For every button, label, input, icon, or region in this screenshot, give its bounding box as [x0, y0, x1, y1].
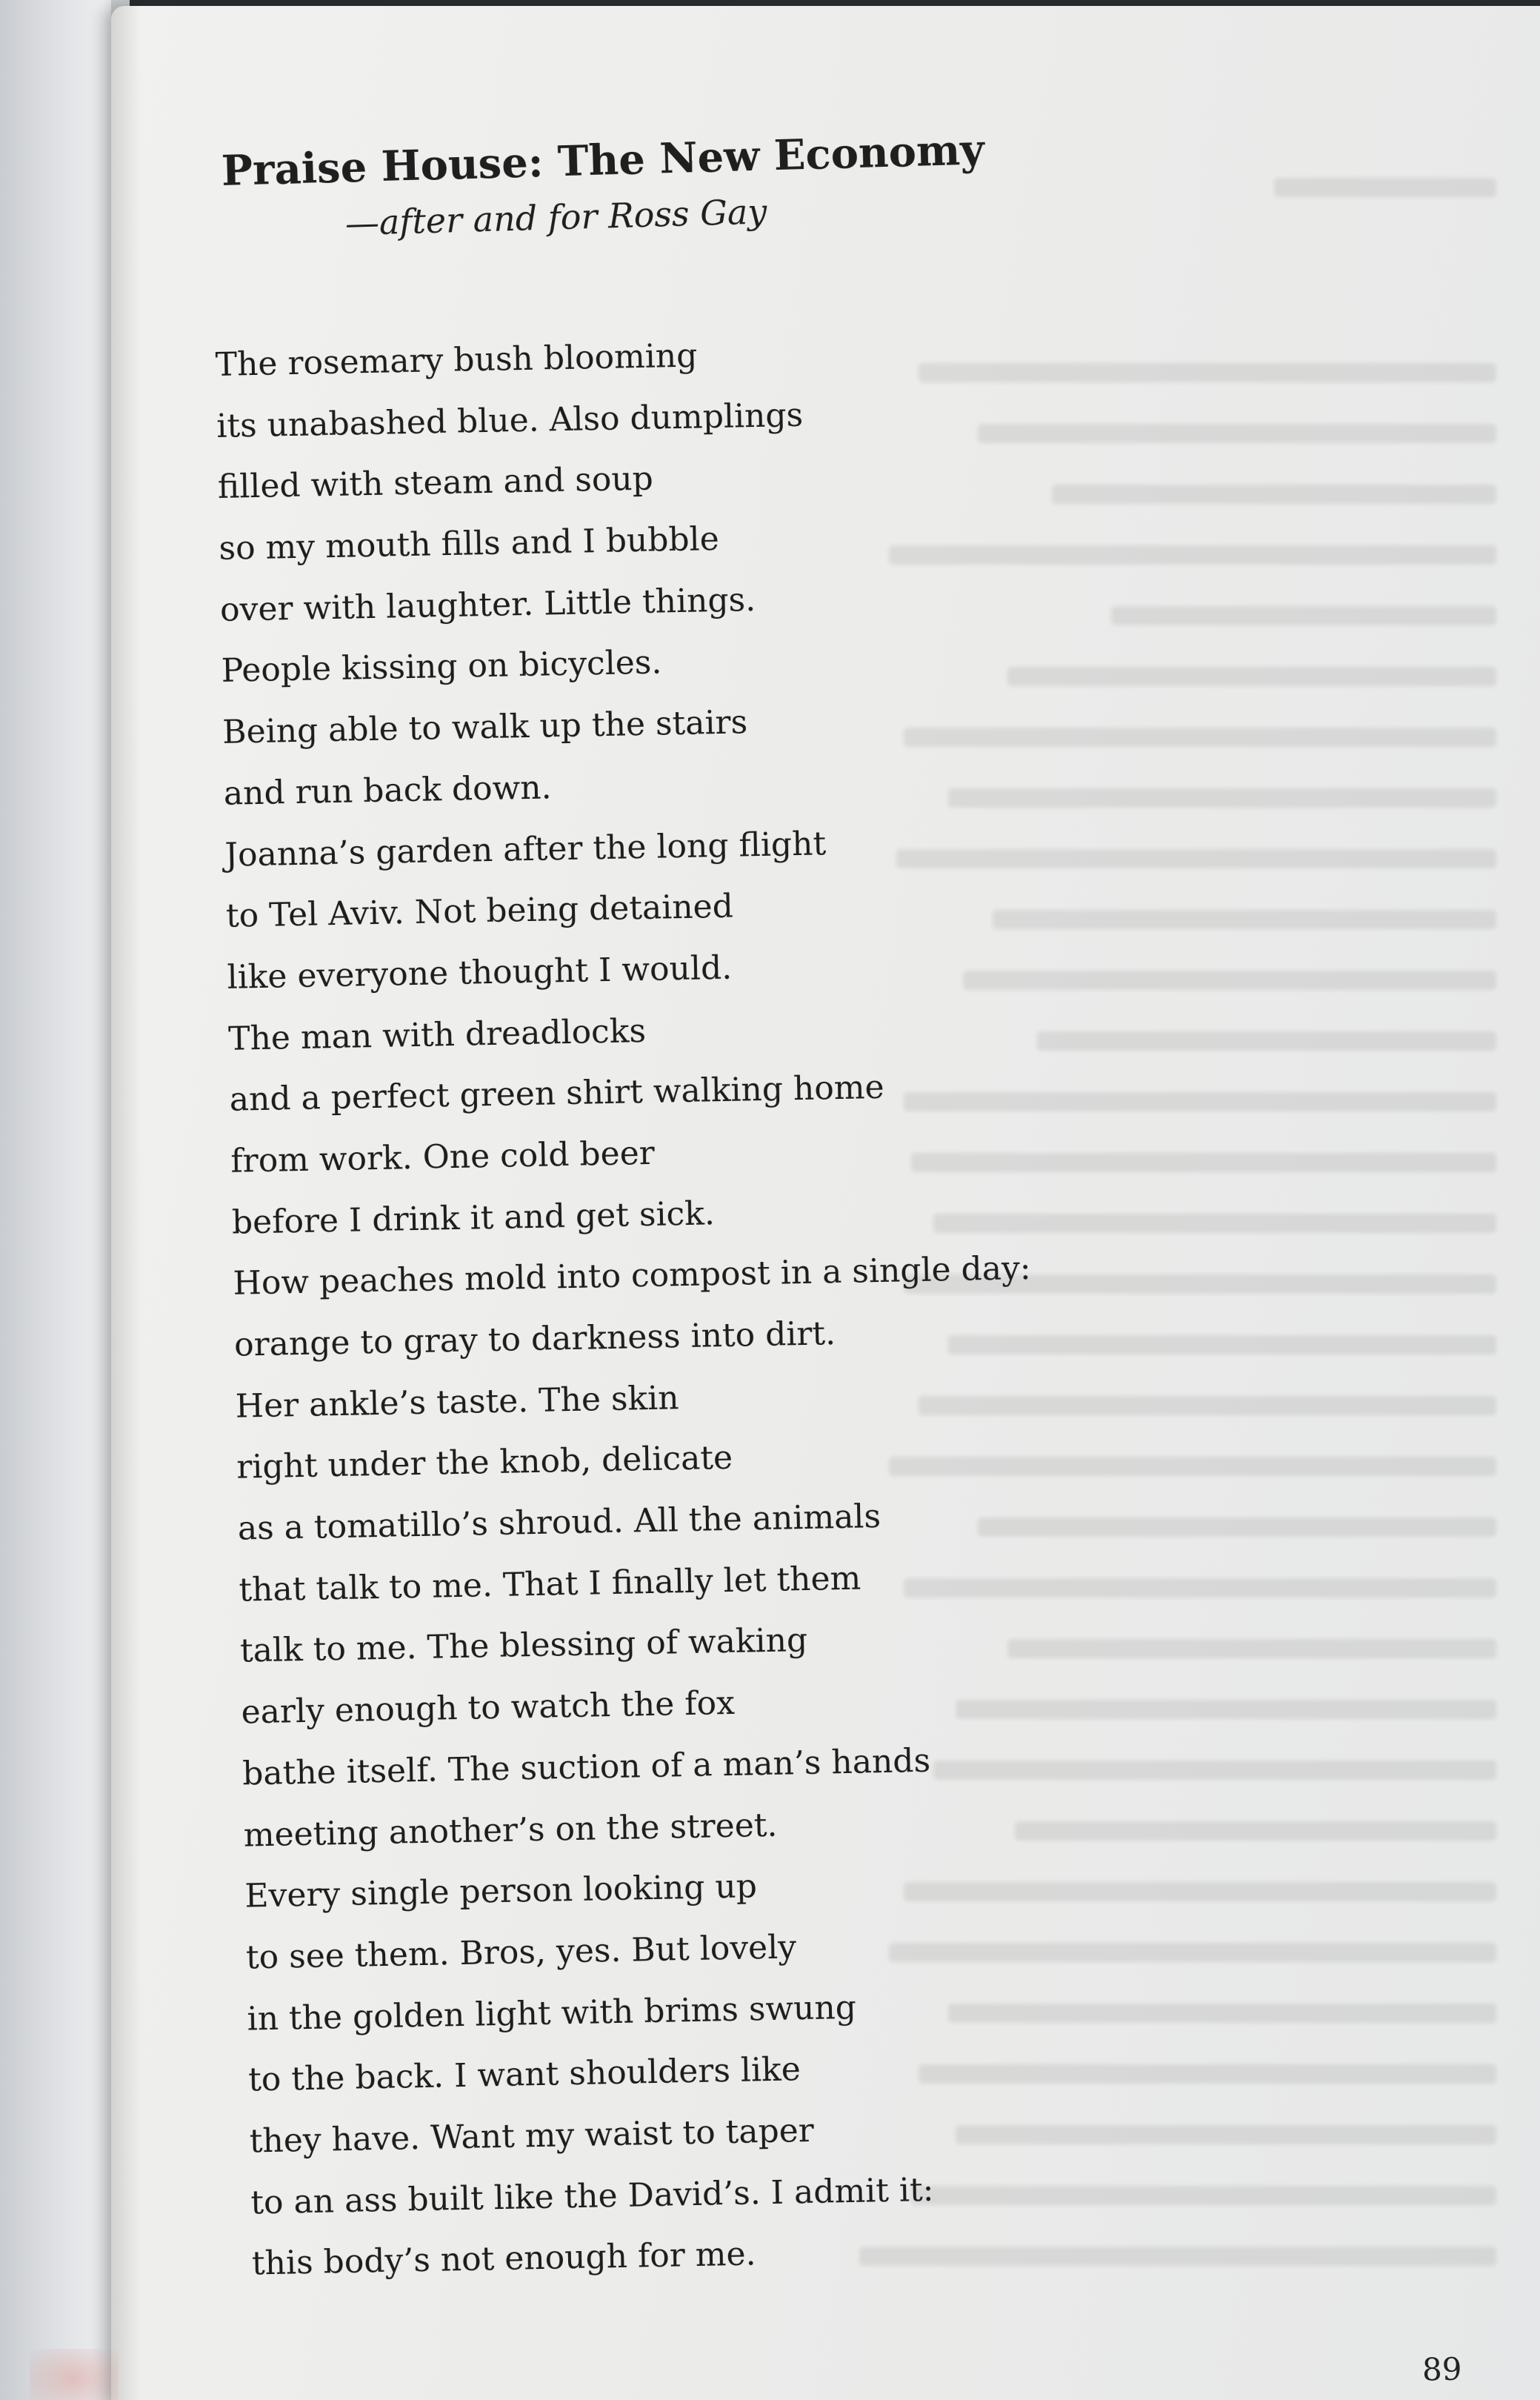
poem-line: meeting another’s on the street.	[243, 1806, 778, 1855]
poem-line: early enough to watch the fox	[241, 1683, 736, 1732]
poem-heading	[221, 125, 987, 249]
poem-title: Praise House: The New Economy	[221, 125, 985, 196]
poem-line: that talk to me. That I finally let them	[239, 1559, 861, 1609]
poem-line: to Tel Aviv. Not being detained	[225, 887, 734, 936]
poem-line: Being able to walk up the stairs	[221, 703, 748, 752]
poem-line: to the back. I want shoulders like	[247, 2050, 801, 2099]
poem-line: Joanna’s garden after the long flight	[224, 824, 827, 874]
poem-line: to see them. Bros, yes. But lovely	[245, 1928, 797, 1977]
poem-line: talk to me. The blessing of waking	[239, 1621, 808, 1671]
poem-line: Her ankle’s taste. The skin	[235, 1378, 680, 1426]
poem-line: before I drink it and get sick.	[231, 1194, 716, 1242]
poem-line: from work. One cold beer	[230, 1134, 656, 1180]
poem-body	[215, 319, 1050, 2295]
poem-line: so my mouth fills and I bubble	[219, 520, 720, 568]
poem-line: How peaches mold into compost in a single day:	[233, 1249, 1032, 1303]
poem-line: to an ass built like the David’s. I admit it:	[250, 2170, 934, 2222]
poem-line: as a tomatillo’s shroud. All the animals	[237, 1497, 881, 1548]
poem-line: filled with steam and soup	[217, 460, 654, 507]
poem-line: right under the knob, delicate	[236, 1439, 733, 1487]
poem-line: in the golden light with brims swung	[247, 1988, 857, 2038]
poem-line: they have. Want my waist to taper	[249, 2111, 815, 2161]
poem-line: The man with dreadlocks	[227, 1011, 647, 1058]
poem-line: over with laughter. Little things.	[219, 580, 756, 629]
poem-line: its unabashed blue. Also dumplings	[216, 396, 804, 445]
page-gutter-shadow	[111, 0, 141, 2400]
poem-line: bathe itself. The suction of a man’s hands	[241, 1741, 931, 1793]
poem-line: and run back down.	[223, 768, 553, 813]
poem-line: like everyone thought I would.	[227, 948, 733, 997]
poem-line: People kissing on bicycles.	[221, 643, 662, 691]
poem-dedication: —after and for Ross Gay	[344, 191, 768, 244]
page-number: 89	[1421, 2350, 1462, 2388]
poem-line: this body’s not enough for me.	[251, 2235, 756, 2283]
poem-line: and a perfect green shirt walking home	[229, 1068, 885, 1120]
poem-line: orange to gray to darkness into dirt.	[233, 1314, 836, 1364]
finger-edge	[30, 2349, 119, 2400]
poem-line: Every single person looking up	[244, 1867, 758, 1915]
left-page-edge	[0, 0, 130, 2400]
poem-line: The rosemary bush blooming	[215, 336, 698, 384]
